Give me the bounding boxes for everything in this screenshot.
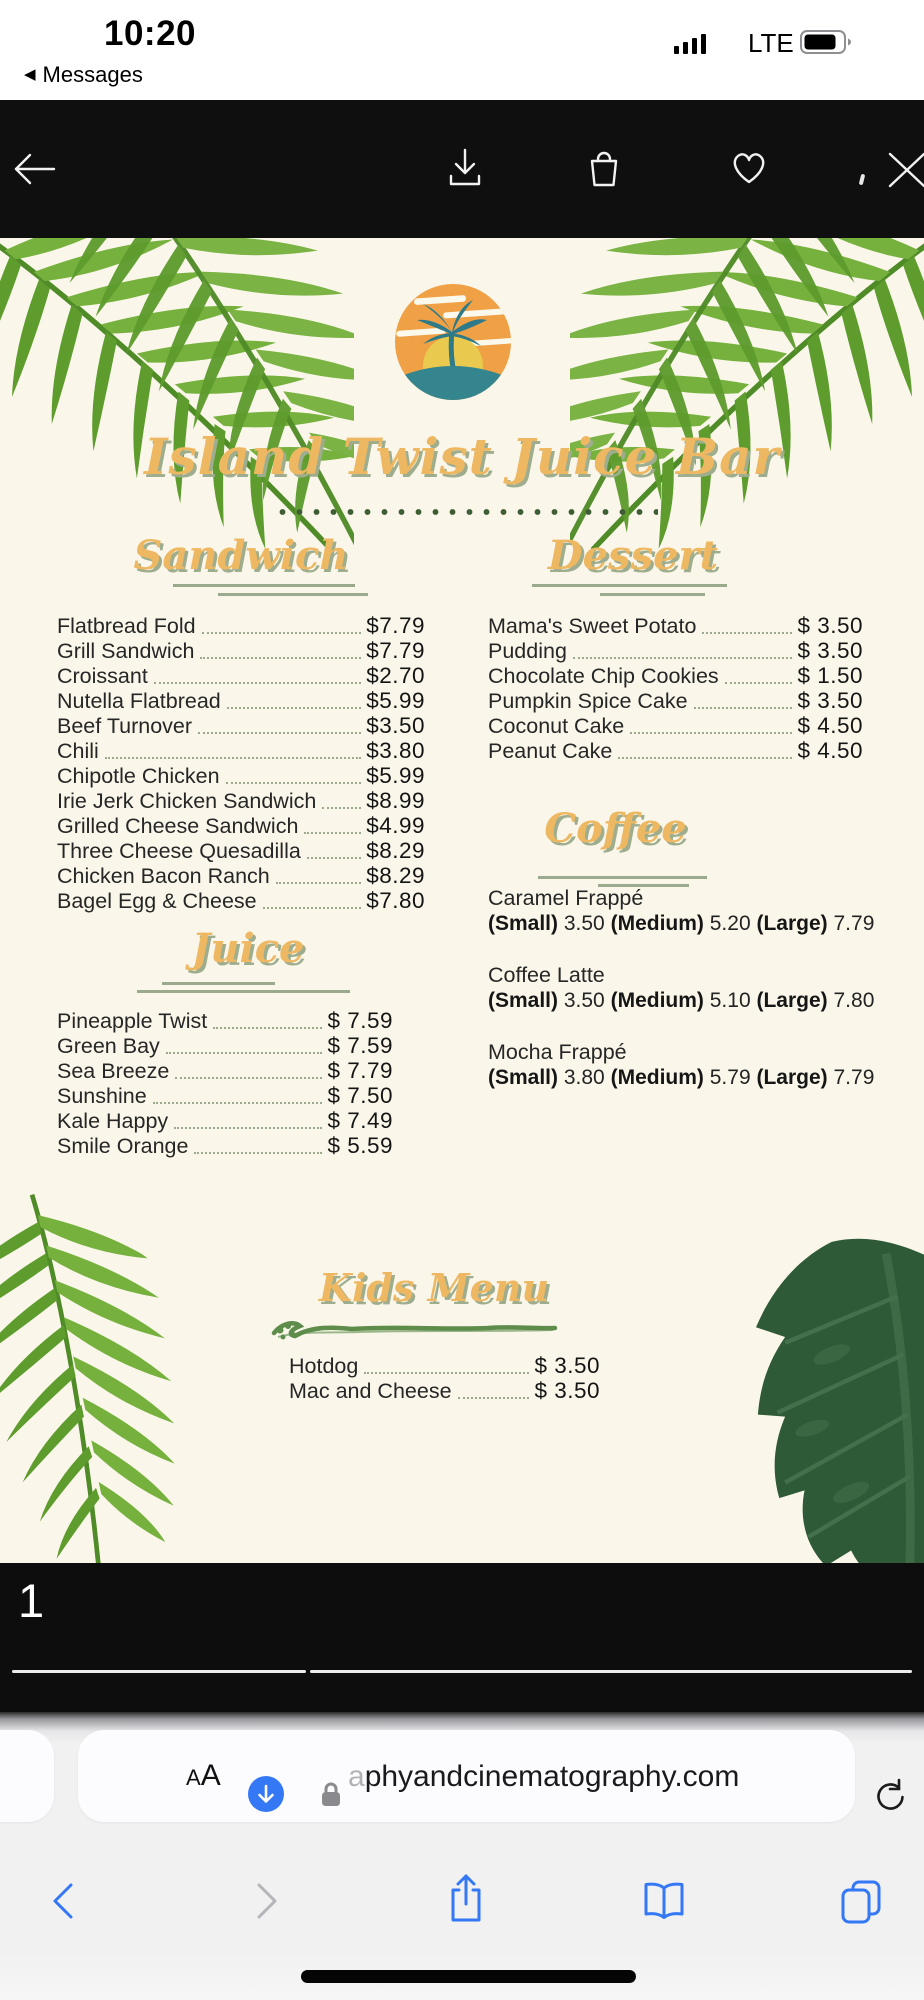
coffee-item: Coffee Latte (Small) 3.50 (Medium) 5.10 (Large) 7.80 (488, 963, 875, 1012)
download-progress-button[interactable] (248, 1776, 284, 1812)
kids-menu-heading: Kids Menu (318, 1265, 550, 1310)
tropical-leaf-bottom-right (688, 1238, 924, 1563)
back-triangle-icon: ◀ (24, 66, 36, 83)
juice-bar-logo (391, 280, 515, 404)
menu-item: Mama's Sweet Potato $ 3.50 (488, 613, 863, 638)
menu-item: Nutella Flatbread $5.99 (57, 688, 425, 713)
menu-item: Chipotle Chicken $5.99 (57, 763, 425, 788)
menu-item: Pudding $ 3.50 (488, 638, 863, 663)
heading-underline (538, 876, 707, 879)
menu-item: Sunshine $ 7.50 (57, 1083, 393, 1108)
progress-line (310, 1670, 912, 1673)
photo-toolbar (0, 100, 924, 238)
menu-item: Smile Orange $ 5.59 (57, 1133, 393, 1158)
menu-title: Island Twist Juice Bar (144, 427, 780, 486)
menu-item: Hotdog $ 3.50 (289, 1353, 600, 1378)
palm-leaves-top-left (0, 238, 354, 566)
heading-underline (532, 584, 727, 587)
palm-leaf-bottom-left (0, 1172, 298, 1563)
kids-list (289, 1353, 600, 1403)
sandwich-list (57, 613, 425, 913)
progress-line (12, 1670, 306, 1673)
menu-item: Peanut Cake $ 4.50 (488, 738, 863, 763)
forward-button[interactable] (252, 1880, 282, 1922)
palm-leaves-top-right (570, 238, 924, 566)
menu-item: Bagel Egg & Cheese $7.80 (57, 888, 425, 913)
lock-icon (319, 1780, 343, 1808)
menu-image[interactable] (0, 238, 924, 1563)
clock: 10:20 (104, 14, 197, 53)
menu-item: Chili $3.80 (57, 738, 425, 763)
menu-item: Grill Sandwich $7.79 (57, 638, 425, 663)
heading-underline (173, 584, 355, 587)
menu-item: Pineapple Twist $ 7.59 (57, 1008, 393, 1033)
juice-list (57, 1008, 393, 1158)
dotted-divider (274, 508, 658, 516)
menu-item: Green Bay $ 7.59 (57, 1033, 393, 1058)
heading-underline (137, 990, 350, 993)
page-indicator-bar (0, 1563, 924, 1712)
bookmarks-button[interactable] (640, 1880, 688, 1922)
juice-heading: Juice (191, 925, 305, 972)
share-button[interactable] (444, 1872, 488, 1926)
heart-icon[interactable] (726, 144, 772, 194)
address-bar[interactable] (78, 1730, 855, 1822)
menu-item: Flatbread Fold $7.79 (57, 613, 425, 638)
dessert-list (488, 613, 863, 763)
reload-button[interactable] (870, 1775, 908, 1815)
home-indicator[interactable] (301, 1970, 636, 1983)
down-arrow-icon (248, 1776, 284, 1812)
previous-tab-edge[interactable] (0, 1730, 54, 1822)
menu-item: Three Cheese Quesadilla $8.29 (57, 838, 425, 863)
menu-item: Irie Jerk Chicken Sandwich $8.99 (57, 788, 425, 813)
heading-underline (600, 593, 705, 596)
menu-item: Mac and Cheese $ 3.50 (289, 1378, 600, 1403)
shopping-bag-icon[interactable] (581, 144, 627, 194)
status-bar (0, 0, 924, 100)
coffee-item: Mocha Frappé (Small) 3.80 (Medium) 5.79 (Large) 7.79 (488, 1040, 875, 1089)
menu-item: Coconut Cake $ 4.50 (488, 713, 863, 738)
coffee-heading: Coffee (544, 805, 687, 852)
back-button[interactable] (48, 1880, 78, 1922)
menu-item: Chicken Bacon Ranch $8.29 (57, 863, 425, 888)
dessert-heading: Dessert (547, 532, 719, 579)
messages-back-label: Messages (42, 62, 143, 87)
menu-item: Sea Breeze $ 7.79 (57, 1058, 393, 1083)
menu-item: Croissant $2.70 (57, 663, 425, 688)
page-number: 1 (18, 1574, 45, 1627)
reader-options-button[interactable]: AA (186, 1759, 221, 1792)
menu-item: Kale Happy $ 7.49 (57, 1108, 393, 1133)
heading-underline (218, 593, 368, 596)
menu-item: Beef Turnover $3.50 (57, 713, 425, 738)
toolbar-mark (859, 174, 866, 186)
url-text[interactable]: aphyandcinematography.com (348, 1760, 740, 1793)
menu-item: Chocolate Chip Cookies $ 1.50 (488, 663, 863, 688)
menu-item: Grilled Cheese Sandwich $4.99 (57, 813, 425, 838)
tabs-button[interactable] (839, 1878, 885, 1924)
brush-underline (268, 1318, 560, 1344)
sandwich-heading: Sandwich (133, 532, 349, 579)
messages-back-link[interactable] (24, 62, 143, 88)
download-icon[interactable] (442, 144, 488, 194)
battery-icon (800, 30, 858, 56)
close-icon[interactable] (884, 148, 924, 192)
network-type-label: LTE (748, 28, 794, 58)
heading-underline (162, 982, 275, 985)
back-arrow-icon[interactable] (8, 146, 68, 192)
signal-strength-icon (674, 32, 708, 56)
coffee-list (488, 886, 898, 1117)
safari-bottom-chrome (0, 1712, 924, 2000)
menu-item: Pumpkin Spice Cake $ 3.50 (488, 688, 863, 713)
coffee-item: Caramel Frappé (Small) 3.50 (Medium) 5.20 (Large) 7.79 (488, 886, 875, 935)
